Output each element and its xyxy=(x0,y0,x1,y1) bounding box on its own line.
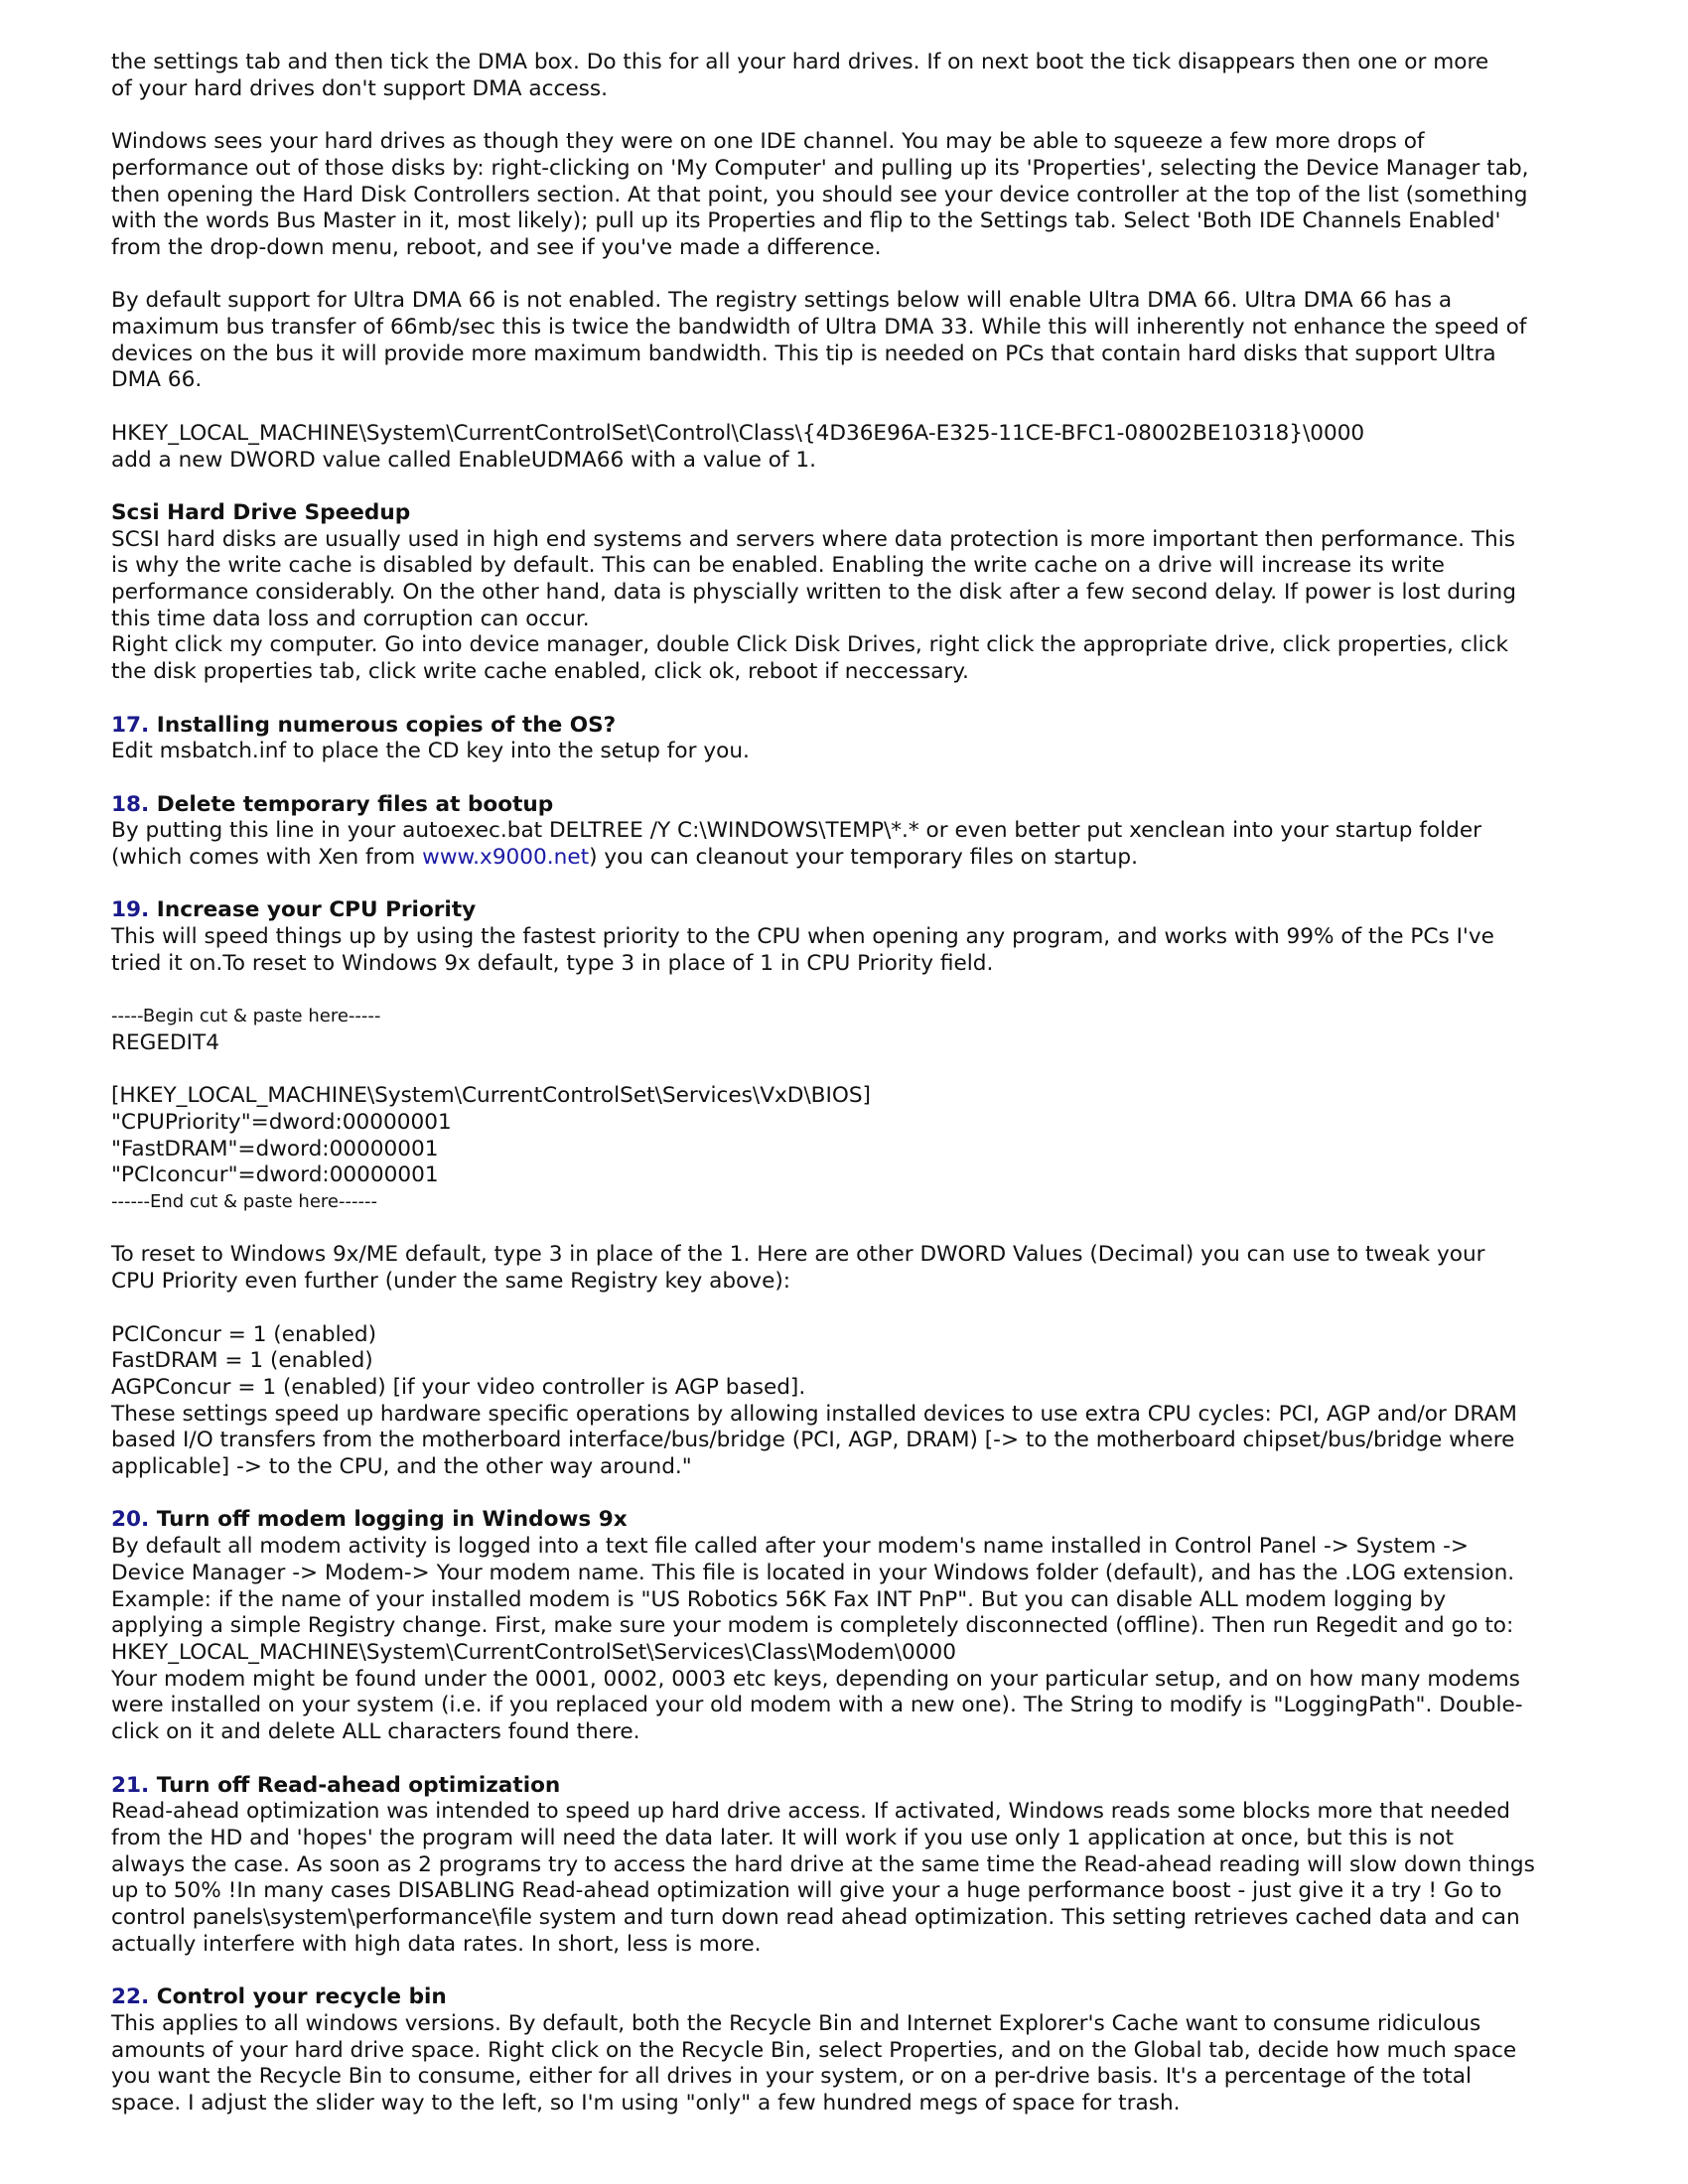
text-line: the disk properties tab, click write cache enabled, click ok, reboot if neccessary. xyxy=(111,659,969,685)
section-21 xyxy=(111,1773,1599,1959)
text-line: you want the Recycle Bin to consume, either for all drives in your system, or on a per-drive basis. It's a percentage of the total xyxy=(111,2064,1472,2090)
regedit-header: REGEDIT4 xyxy=(111,1029,219,1055)
text-line: These settings speed up hardware specific operations by allowing installed devices to use extra CPU cycles: PCI, AGP and/or DRAM xyxy=(111,1401,1517,1427)
section-18 xyxy=(111,792,1599,872)
section-heading xyxy=(111,897,1599,924)
registry-line: "FastDRAM"=dword:00000001 xyxy=(111,1136,439,1161)
text-line: devices on the bus it will provide more maximum bandwidth. This tip is needed on PCs that contain hard disks that support Ultra xyxy=(111,341,1496,366)
text-fragment: ) you can cleanout your temporary files on startup. xyxy=(589,845,1138,870)
section-20 xyxy=(111,1507,1599,1745)
section-title: Increase your CPU Priority xyxy=(156,897,477,923)
registry-line: "PCIconcur"=dword:00000001 xyxy=(111,1162,439,1188)
section-title: Installing numerous copies of the OS? xyxy=(156,712,617,738)
text-line: By default all modem activity is logged into a text file called after your modem's name installed in Control Panel -> System -> xyxy=(111,1534,1469,1560)
text-line: Right click my computer. Go into device manager, double Click Disk Drives, right click the appropriate drive, click properties, click xyxy=(111,632,1508,658)
text-line: Windows sees your hard drives as though they were on one IDE channel. You may be able to squeeze a few more drops of xyxy=(111,129,1425,155)
section-heading xyxy=(111,1984,1599,2011)
text-line: applying a simple Registry change. First, make sure your modem is completely disconnected (offline). Then run Regedit and go to: xyxy=(111,1613,1514,1639)
spacer xyxy=(111,1296,1599,1322)
text-line: from the drop-down menu, reboot, and see if you've made a difference. xyxy=(111,234,882,260)
section-number: 21. xyxy=(111,1772,150,1798)
x9000-link[interactable]: www.x9000.net xyxy=(422,845,590,870)
registry-line: [HKEY_LOCAL_MACHINE\System\CurrentControlSet\Services\VxD\BIOS] xyxy=(111,1083,871,1109)
text-line: maximum bus transfer of 66mb/sec this is twice the bandwidth of Ultra DMA 33. While this will inherently not enhance the speed of xyxy=(111,315,1527,340)
text-line: To reset to Windows 9x/ME default, type 3 in place of the 1. Here are other DWORD Values (Decimal) you can use to tweak your xyxy=(111,1242,1485,1268)
text-line: By default support for Ultra DMA 66 is not enabled. The registry settings below will enable Ultra DMA 66. Ultra DMA 66 has a xyxy=(111,288,1453,314)
text-line: Device Manager -> Modem-> Your modem name. This file is located in your Windows folder (default), and has the .LOG extension. xyxy=(111,1560,1515,1585)
paragraph-udma-registry xyxy=(111,421,1599,474)
text-line: this time data loss and corruption can occur. xyxy=(111,606,590,631)
text-fragment: (which comes with Xen from xyxy=(111,845,423,870)
text-line: Edit msbatch.inf to place the CD key into the setup for you. xyxy=(111,739,750,764)
section-title: Scsi Hard Drive Speedup xyxy=(111,499,411,525)
section-number: 19. xyxy=(111,897,150,923)
spacer xyxy=(111,978,1599,1005)
end-cut-marker: ------End cut & paste here------ xyxy=(111,1191,377,1213)
text-line: Read-ahead optimization was intended to speed up hard drive access. If activated, Windows reads some blocks more that needed xyxy=(111,1799,1510,1825)
text-line: were installed on your system (i.e. if you replaced your old modem with a new one). The String to modify is "LoggingPath". Double- xyxy=(111,1693,1523,1718)
text-line: actually interfere with high data rates. In short, less is more. xyxy=(111,1931,762,1957)
text-line: Example: if the name of your installed modem is "US Robotics 56K Fax INT PnP". But you can disable ALL modem logging by xyxy=(111,1586,1447,1612)
text-line: AGPConcur = 1 (enabled) [if your video controller is AGP based]. xyxy=(111,1374,806,1400)
section-17 xyxy=(111,713,1599,765)
text-line: based I/O transfers from the motherboard interface/bus/bridge (PCI, AGP, DRAM) [-> to the motherboard chipset/bus/bridge where xyxy=(111,1428,1515,1453)
text-line: the settings tab and then tick the DMA box. Do this for all your hard drives. If on next boot the tick disappears then one or more xyxy=(111,50,1489,74)
section-heading xyxy=(111,1773,1599,1800)
text-line: from the HD and 'hopes' the program will need the data later. It will work if you use only 1 application at once, but this is not xyxy=(111,1825,1454,1850)
section-scsi xyxy=(111,500,1599,686)
section-title: Control your recycle bin xyxy=(156,1984,447,2010)
text-line: space. I adjust the slider way to the left, so I'm using "only" a few hundred megs of space for trash. xyxy=(111,2090,1181,2116)
text-line: performance out of those disks by: right-clicking on 'My Computer' and pulling up its 'Properties', selecting the Device Manager tab, xyxy=(111,155,1529,181)
section-number: 17. xyxy=(111,712,150,738)
text-line: DMA 66. xyxy=(111,367,203,393)
text-line: tried it on.To reset to Windows 9x default, type 3 in place of 1 in CPU Priority field. xyxy=(111,950,994,976)
text-line: then opening the Hard Disk Controllers section. At that point, you should see your device controller at the top of the list (something xyxy=(111,182,1528,207)
paragraph-ultra-dma xyxy=(111,288,1599,394)
section-heading xyxy=(111,1507,1599,1534)
paragraph-ide-channels xyxy=(111,129,1599,262)
section-22 xyxy=(111,1984,1599,2117)
registry-key-line: HKEY_LOCAL_MACHINE\System\CurrentControlSet\Control\Class\{4D36E96A-E325-11CE-BFC1-08002BE10318}\0000 xyxy=(111,420,1365,446)
text-line: By putting this line in your autoexec.bat DELTREE /Y C:\WINDOWS\TEMP\*.* or even better put xenclean into your startup folder xyxy=(111,818,1481,844)
section-number: 22. xyxy=(111,1984,150,2010)
section-number: 20. xyxy=(111,1507,150,1533)
section-title: Turn off Read-ahead optimization xyxy=(156,1772,561,1798)
section-19 xyxy=(111,897,1599,1480)
text-line: of your hard drives don't support DMA access. xyxy=(111,75,609,101)
text-line: always the case. As soon as 2 programs try to access the hard drive at the same time the Read-ahead reading will slow down things xyxy=(111,1851,1535,1877)
section-heading xyxy=(111,792,1599,819)
section-title: Turn off modem logging in Windows 9x xyxy=(156,1507,628,1533)
text-line: HKEY_LOCAL_MACHINE\System\CurrentControlSet\Services\Class\Modem\0000 xyxy=(111,1640,956,1665)
text-line: add a new DWORD value called EnableUDMA66 with a value of 1. xyxy=(111,447,817,473)
text-line xyxy=(111,845,1599,872)
text-line: with the words Bus Master in it, most likely); pull up its Properties and flip to the Settings tab. Select 'Both IDE Channels Enabled' xyxy=(111,208,1501,234)
text-line: amounts of your hard drive space. Right click on the Recycle Bin, select Properties, and on the Global tab, decide how much space xyxy=(111,2037,1517,2063)
registry-line: "CPUPriority"=dword:00000001 xyxy=(111,1109,452,1135)
text-line: SCSI hard disks are usually used in high end systems and servers where data protection is more important then performance. This xyxy=(111,526,1515,552)
begin-cut-marker: -----Begin cut & paste here----- xyxy=(111,1006,381,1027)
text-line: FastDRAM = 1 (enabled) xyxy=(111,1348,373,1374)
spacer xyxy=(111,1216,1599,1243)
text-line: CPU Priority even further (under the same Registry key above): xyxy=(111,1269,791,1295)
spacer xyxy=(111,1057,1599,1084)
section-heading xyxy=(111,713,1599,740)
section-number: 18. xyxy=(111,791,150,817)
text-line: is why the write cache is disabled by default. This can be enabled. Enabling the write cache on a drive will increase its write xyxy=(111,553,1445,579)
section-title: Delete temporary files at bootup xyxy=(156,791,554,817)
text-line: PCIConcur = 1 (enabled) xyxy=(111,1321,377,1347)
text-line: Your modem might be found under the 0001, 0002, 0003 etc keys, depending on your particular setup, and on how many modems xyxy=(111,1666,1520,1692)
text-line: applicable] -> to the CPU, and the other way around." xyxy=(111,1454,692,1480)
paragraph-dma-settings xyxy=(111,50,1599,102)
text-line: performance considerably. On the other hand, data is physcially written to the disk after a few second delay. If power is lost during xyxy=(111,580,1516,605)
text-line: This applies to all windows versions. By default, both the Recycle Bin and Internet Explorer's Cache want to consume ridiculous xyxy=(111,2010,1481,2036)
text-line: up to 50% !In many cases DISABLING Read-ahead optimization will give your a huge performance boost - just give it a try ! Go to xyxy=(111,1878,1502,1904)
text-line: control panels\system\performance\file system and turn down read ahead optimization. This setting retrieves cached data and can xyxy=(111,1905,1520,1931)
text-line: This will speed things up by using the fastest priority to the CPU when opening any program, and works with 99% of the PCs I've xyxy=(111,924,1494,950)
text-line: click on it and delete ALL characters found there. xyxy=(111,1719,640,1745)
